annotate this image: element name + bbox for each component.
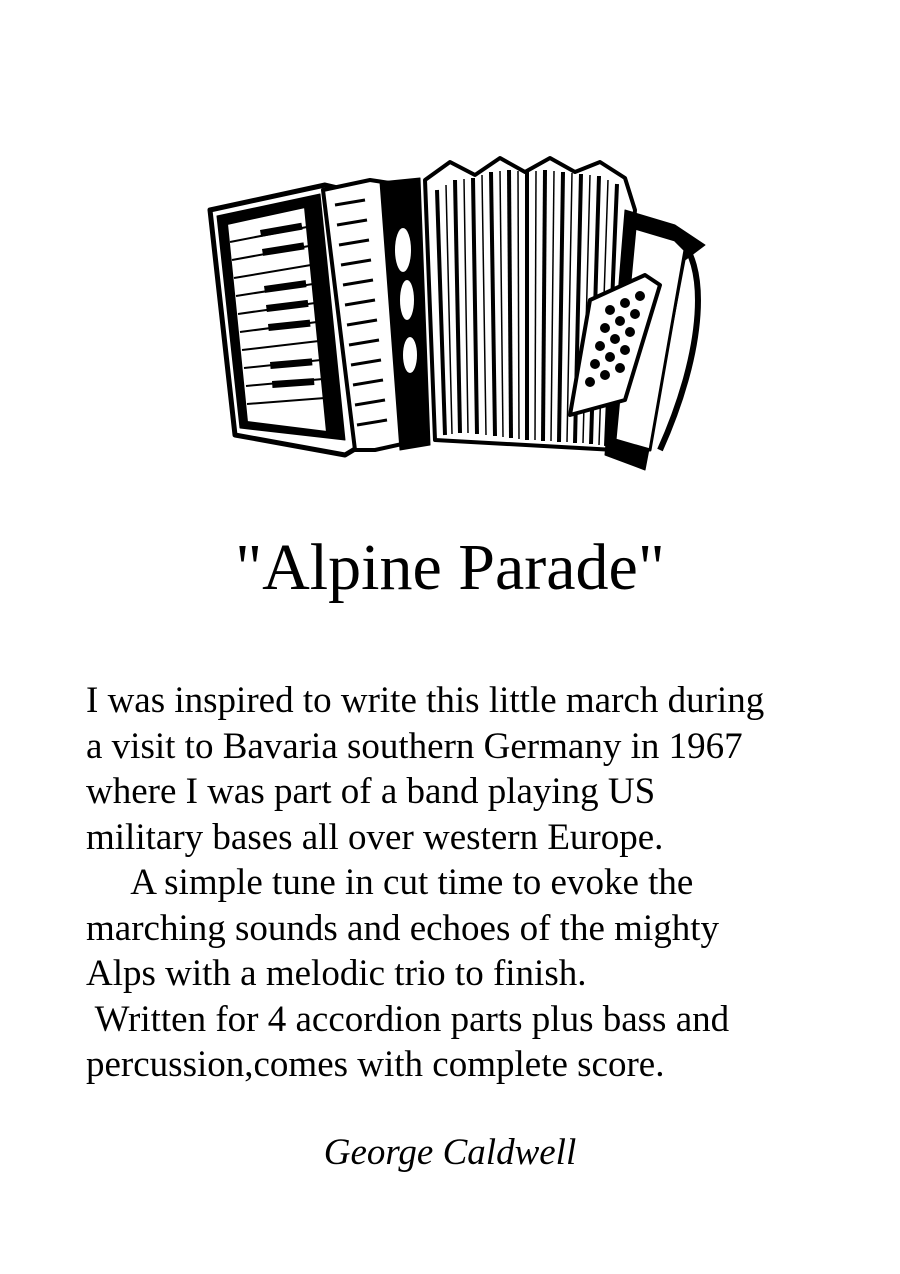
description-line: marching sounds and echoes of the mighty [86, 907, 719, 949]
description-line: I was inspired to write this little march during [86, 680, 765, 721]
description-line: where I was part of a band playing US [86, 771, 656, 812]
description-line: Written for 4 accordion parts plus bass and [86, 998, 730, 1040]
description-line: percussion,comes with complete score. [86, 1044, 665, 1085]
accordion-illustration [205, 150, 710, 480]
description-line: military bases all over western Europe. [86, 816, 664, 858]
accordion-icon [210, 158, 705, 470]
description-line: A simple tune in cut time to evoke the [86, 862, 694, 903]
description-text [86, 678, 846, 1088]
description-line: a visit to Bavaria southern Germany in 1967 [86, 725, 743, 767]
description-line: Alps with a melodic trio to finish. [86, 953, 587, 994]
piece-title: "Alpine Parade" [235, 531, 665, 604]
author-signature: George Caldwell [323, 1132, 577, 1173]
